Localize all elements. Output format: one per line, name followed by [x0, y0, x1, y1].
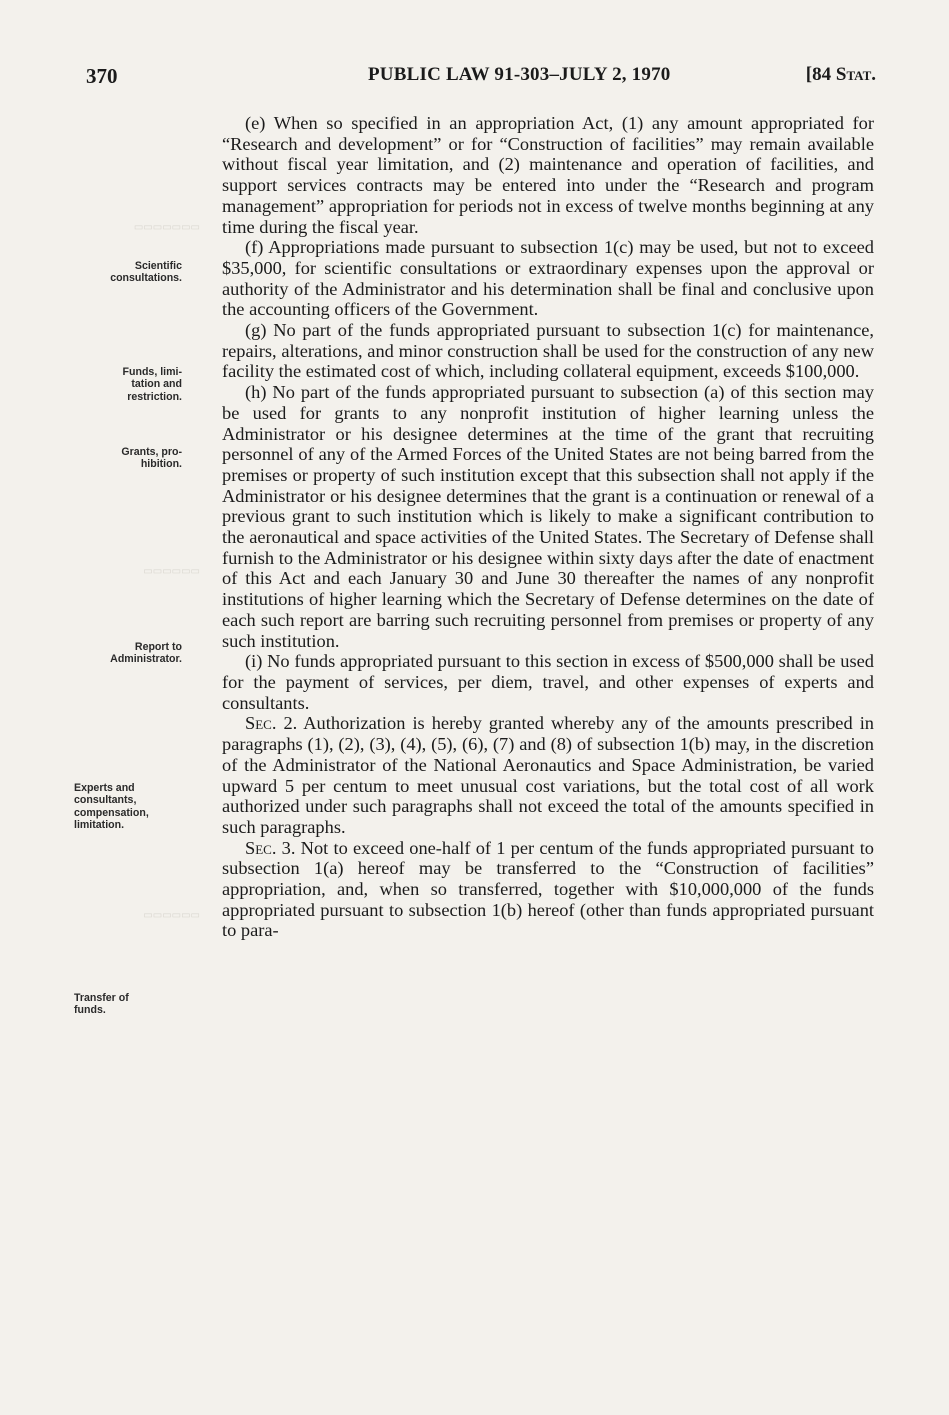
paragraph-f: (f) Appropriations made pursuant to subsection 1(c) may be used, but not to exceed $35,000, for scientific consultations or extraordinary expenses upon the approval or authority of the Administrator and his determination shall be final and conclusive upon the accounting officers of the Government. [222, 237, 874, 320]
margin-note-line: Scientific [134, 260, 182, 272]
paragraph-g: (g) No part of the funds appropriated pursuant to subsection 1(c) for maintenance, repairs, alterations, and minor construction shall be used for the construction of any new facility the estimated cost of which, including collateral equipment, exceeds $100,000. [222, 320, 874, 382]
page-number: 370 [86, 64, 118, 88]
margin-note-line: limitation. [74, 819, 125, 832]
margin-note-line: tation and [131, 378, 182, 391]
statute-volume: [84 [805, 64, 836, 85]
margin-note-line: Experts and [74, 782, 135, 794]
bleed-through-mark: ▭▭▭▭▭▭ [143, 566, 200, 577]
margin-note-line: Funds, limi- [122, 366, 182, 378]
margin-note-line: Administrator. [110, 653, 182, 666]
section-label: Sec. 3. [245, 837, 296, 858]
bleed-through-mark: ▭▭▭▭▭▭▭ [133, 222, 200, 233]
margin-note-line: compensation, [74, 806, 149, 819]
margin-note-line: Transfer of [74, 992, 129, 1004]
statute-reference [806, 64, 876, 86]
margin-note-transfer-of-funds [74, 992, 194, 1017]
margin-note-line: consultations. [110, 272, 182, 285]
margin-note-line: Grants, pro- [121, 446, 182, 458]
statute-body [222, 113, 874, 941]
margin-note-funds-limitation [74, 366, 182, 403]
section-3 [222, 838, 874, 942]
margin-note-line: restriction. [127, 390, 182, 403]
section-label: Sec. 2. [245, 713, 298, 734]
margin-note-experts-consultants [74, 782, 194, 832]
statute-label: Stat. [835, 64, 876, 85]
margin-note-line: funds. [74, 1004, 106, 1017]
margin-note-report-to-administrator [74, 641, 182, 666]
page-header [86, 64, 876, 94]
bleed-through-mark: ▭▭▭▭▭▭ [143, 910, 200, 921]
margin-note-line: consultants, [74, 794, 137, 807]
section-text: Authorization is hereby granted whereby any of the amounts prescribed in paragraphs (1), (2), (3), (4), (5), (6), (7) and (8) of subsection 1(b) may, in the discretion of the Administrator of the National Aeronautics and Space Administration, be varied upward 5 per centum to meet unusual cost variations, but the total cost of all work authorized under such paragraphs shall not exceed the total of the amounts specified in such paragraphs. [222, 713, 874, 837]
paragraph-e: (e) When so specified in an appropriation Act, (1) any amount appropriated for “Research and development” or for “Construction of facilities” may remain available without fiscal year limitation, and (2) maintenance and operation of facilities, and support services contracts may be entered into under the “Research and program management” appropriation for periods not in excess of twelve months beginning at any time during the fiscal year. [222, 113, 874, 237]
paragraph-h: (h) No part of the funds appropriated pursuant to subsection (a) of this section may be used for grants to any nonprofit institution of higher learning unless the Administrator or his designee determines at the time of the grant that recruiting personnel of any of the Armed Forces of the United States are not being barred from the premises or property of such institution except that this subsection shall not apply if the Administrator or his designee determines that the grant is a continuation or renewal of a previous grant to such institution which is likely to make a significant contribution to the aeronautical and space activities of the United States. The Secretary of Defense shall furnish to the Administrator or his designee within sixty days after the date of enactment of this Act and each January 30 and June 30 thereafter the names of any nonprofit institutions of higher learning which the Secretary of Defense determines on the date of each such report are barring such recruiting personnel from premises or property of any such institution. [222, 382, 874, 651]
margin-note-grants-prohibition [74, 446, 182, 471]
section-text: Not to exceed one-half of 1 per centum of the funds appropriated pursuant to subsection 1(a) hereof may be transferred to the “Construction of facilities” appropriation, and, when so transferred, together with $10,000,000 of the funds appropriated pursuant to subsection 1(b) hereof (other than funds appropriated pursuant to para- [222, 837, 875, 941]
paragraph-i: (i) No funds appropriated pursuant to this section in excess of $500,000 shall be used for the payment of services, per diem, travel, and other expenses of experts and consultants. [222, 651, 874, 713]
margin-note-line: Report to [134, 641, 182, 653]
section-2 [222, 713, 874, 837]
running-title: PUBLIC LAW 91-303–JULY 2, 1970 [368, 64, 671, 85]
margin-note-line: hibition. [140, 458, 182, 471]
margin-note-scientific-consultations [74, 260, 182, 285]
